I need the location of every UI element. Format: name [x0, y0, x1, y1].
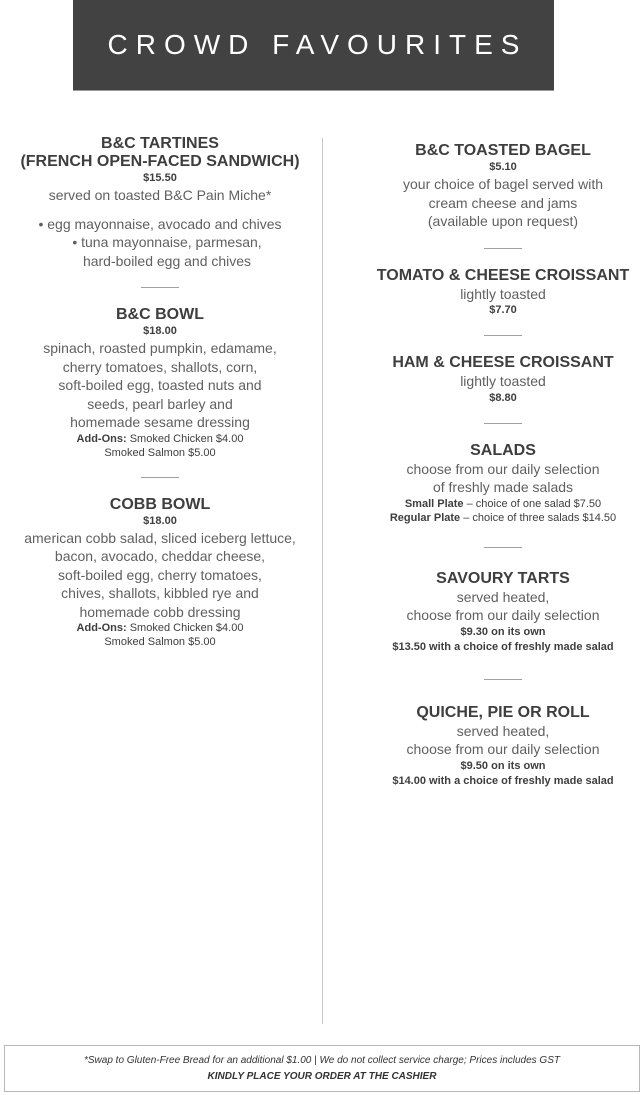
salad-option-small	[362, 497, 644, 511]
description-line: choose from our daily selection	[406, 460, 600, 477]
section-divider	[141, 477, 179, 478]
description-line: american cobb salad, sliced iceberg lettuce,	[24, 529, 296, 546]
menu-item-cobb-bowl	[0, 496, 320, 650]
addons-line	[0, 621, 320, 635]
item-title: TOMATO & CHEESE CROISSANT	[376, 266, 630, 284]
section-divider	[484, 248, 522, 249]
item-description: lightly toasted	[460, 285, 546, 302]
description-line: seeds, pearl barley and	[87, 395, 233, 412]
price-line: $13.50 with a choice of freshly made salad	[392, 640, 614, 653]
description-line: bacon, avocado, cheddar cheese,	[54, 548, 266, 564]
menu-item-quiche	[362, 704, 644, 789]
footer-box	[4, 1045, 640, 1092]
option-detail: – choice of one salad $7.50	[463, 497, 602, 510]
description-line: soft-boiled egg, cherry tomatoes,	[58, 566, 262, 583]
description-line: your choice of bagel served with	[403, 176, 603, 192]
option-label: Regular Plate	[389, 511, 461, 524]
item-title: SALADS	[470, 441, 536, 459]
option-detail: – choice of three salads $14.50	[460, 511, 617, 524]
left-column	[0, 135, 320, 649]
menu-item-tomato-croissant	[362, 267, 644, 319]
item-price: $18.00	[143, 514, 177, 527]
description-line: choose from our daily selection	[406, 741, 600, 757]
item-title: B&C BOWL	[116, 306, 204, 323]
page-title: CROWD FAVOURITES	[107, 29, 528, 60]
description-line: served heated,	[456, 588, 550, 605]
item-price: $18.00	[143, 325, 177, 337]
item-price: $8.80	[489, 391, 517, 404]
item-title: COBB BOWL	[109, 495, 211, 513]
section-divider	[484, 335, 522, 336]
option-label: Small Plate	[404, 497, 464, 510]
option-bullet: • egg mayonnaise, avocado and chives	[38, 215, 282, 232]
addon-item: Smoked Salmon $5.00	[104, 636, 216, 648]
menu-item-bc-bowl	[0, 306, 320, 460]
addon-item: Smoked Chicken $4.00	[129, 432, 244, 445]
description-line: spinach, roasted pumpkin, edamame,	[43, 340, 277, 356]
section-divider	[484, 423, 522, 424]
section-divider	[484, 547, 522, 548]
menu-item-tartines	[0, 135, 320, 270]
menu-item-salads	[362, 442, 644, 525]
addons-line	[0, 432, 320, 446]
item-title: B&C TARTINES	[101, 135, 219, 152]
description-line: served heated,	[456, 722, 550, 739]
addons-label: Add-Ons:	[76, 432, 127, 445]
price-line: $14.00 with a choice of freshly made salad	[392, 774, 614, 787]
right-column	[362, 142, 644, 789]
item-description: lightly toasted	[460, 373, 546, 389]
description-line: soft-boiled egg, toasted nuts and	[58, 377, 262, 393]
item-title: HAM & CHEESE CROISSANT	[392, 354, 614, 371]
description-line: choose from our daily selection	[406, 607, 600, 623]
footer-note: *Swap to Gluten-Free Bread for an additional $1.00 | We do not collect service charge; Prices includes GST	[84, 1054, 560, 1066]
description-line: chives, shallots, kibbled rye and	[61, 585, 259, 601]
description-line: of freshly made salads	[432, 479, 574, 495]
description-line: homemade sesame dressing	[70, 414, 250, 430]
option-bullet-cont: hard-boiled egg and chives	[82, 252, 252, 269]
menu-item-bagel	[362, 142, 644, 231]
description-line: homemade cobb dressing	[79, 603, 241, 620]
price-line: $9.50 on its own	[460, 759, 546, 772]
price-line: $9.30 on its own	[460, 625, 546, 638]
header-banner	[73, 0, 554, 91]
section-divider	[484, 679, 522, 680]
item-subtitle: (FRENCH OPEN-FACED SANDWICH)	[20, 153, 300, 170]
item-price: $5.10	[489, 161, 517, 173]
description-line: cherry tomatoes, shallots, corn,	[62, 358, 258, 375]
description-line: cream cheese and jams	[428, 194, 578, 211]
column-divider	[322, 138, 323, 1024]
footer-cta: KINDLY PLACE YOUR ORDER AT THE CASHIER	[207, 1070, 437, 1082]
section-divider	[141, 287, 179, 288]
addon-item: Smoked Chicken $4.00	[129, 622, 244, 634]
item-title: SAVOURY TARTS	[436, 569, 570, 587]
salad-option-regular	[362, 511, 644, 525]
description-line: (available upon request)	[427, 213, 579, 229]
addons-label: Add-Ons:	[76, 622, 127, 634]
item-price: $7.70	[489, 304, 517, 316]
option-bullet: • tuna mayonnaise, parmesan,	[72, 234, 262, 250]
item-title: QUICHE, PIE OR ROLL	[416, 703, 590, 721]
addon-item: Smoked Salmon $5.00	[104, 446, 216, 459]
menu-item-ham-croissant	[362, 354, 644, 406]
item-description: served on toasted B&C Pain Miche*	[48, 187, 272, 203]
menu-item-savoury-tarts	[362, 570, 644, 655]
item-title: B&C TOASTED BAGEL	[415, 142, 591, 159]
item-price: $15.50	[143, 172, 177, 184]
